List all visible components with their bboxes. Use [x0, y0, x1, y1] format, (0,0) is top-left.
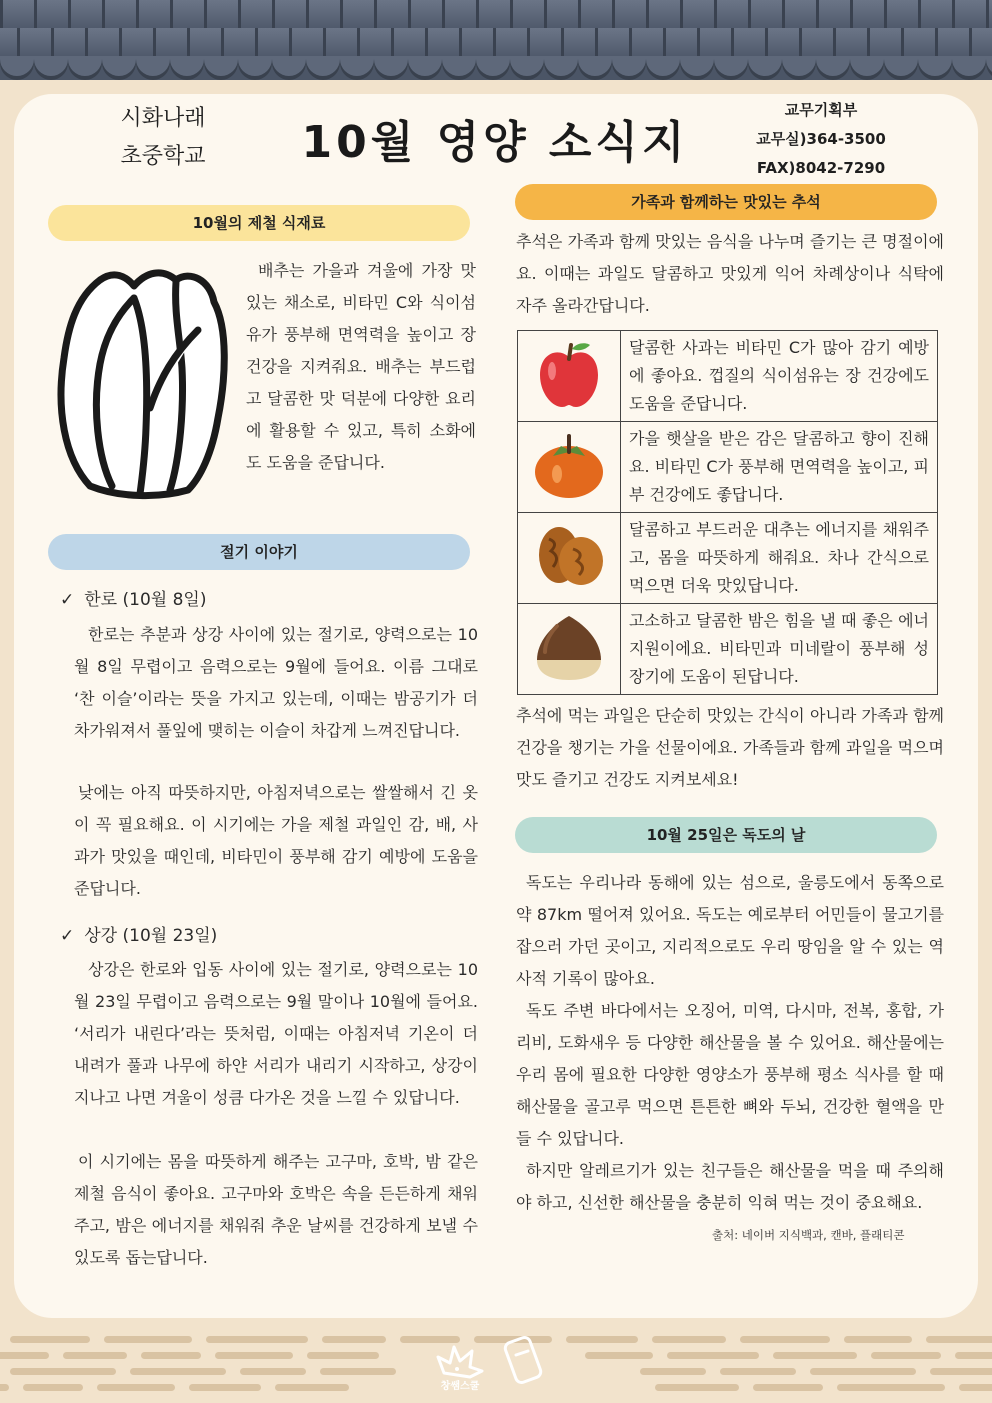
roof-tile-cap	[782, 56, 816, 80]
roof-tile	[340, 0, 374, 30]
roof-tile-cap	[748, 56, 782, 80]
roof-tile-cap	[68, 56, 102, 80]
wall-brick	[63, 1352, 127, 1359]
roof-tile	[731, 28, 765, 58]
roof-tile-cap	[408, 56, 442, 80]
roof-tile-cap	[646, 56, 680, 80]
wall-brick	[566, 1336, 638, 1343]
jujube-icon	[531, 521, 607, 591]
wall-brick	[10, 1336, 90, 1343]
roof-tile-cap	[952, 56, 986, 80]
roof-tile	[102, 0, 136, 30]
roof-tile	[918, 0, 952, 30]
roof-tile-cap	[544, 56, 578, 80]
school-name	[108, 100, 218, 176]
wall-brick	[275, 1384, 349, 1391]
table-row	[518, 331, 938, 422]
roof-tile-cap	[442, 56, 476, 80]
roof-tile	[612, 0, 646, 30]
roof-tile	[969, 28, 992, 58]
contact-fax: FAX)8042-7290	[756, 159, 886, 177]
roof-tile	[51, 28, 85, 58]
wall-brick	[871, 1352, 941, 1359]
roof-tile	[884, 0, 918, 30]
wall-brick	[955, 1352, 992, 1359]
roof-tile	[17, 28, 51, 58]
hanro-paragraph-2: 낮에는 아직 따뜻하지만, 아침저녁으로는 쌀쌀해서 긴 옷이 꼭 필요해요. 이 시기에는 가을 제철 과일인 감, 배, 사과가 맛있을 때인데, 비타민이 풍부해 감기 예방에 도움을 준답니다.	[74, 783, 478, 898]
roof-tile-cap	[986, 56, 992, 80]
roof-tile	[935, 28, 969, 58]
roof-tile	[0, 28, 17, 58]
roof-tile	[816, 0, 850, 30]
wall-brick	[10, 1368, 116, 1375]
table-row	[518, 513, 938, 604]
roof-tile	[153, 28, 187, 58]
dokdo-heading: 10월 25일은 독도의 날	[515, 817, 937, 853]
roof-tile-cap	[238, 56, 272, 80]
sanggang-title: 상강 (10월 23일)	[84, 926, 218, 946]
roof-tile	[272, 0, 306, 30]
hanro-title: 한로 (10월 8일)	[84, 590, 207, 610]
roof-tile	[170, 0, 204, 30]
roof-tile-cap	[918, 56, 952, 80]
wall-brick	[959, 1384, 992, 1391]
roof-tile	[544, 0, 578, 30]
school-name-line2: 초중학교	[120, 144, 206, 169]
roof-tile-cap	[850, 56, 884, 80]
wall-brick	[655, 1384, 739, 1391]
chuseok-heading: 가족과 함께하는 맛있는 추석	[515, 184, 937, 220]
roof-tile-cap	[136, 56, 170, 80]
roof-tile	[459, 28, 493, 58]
wall-brick	[926, 1336, 992, 1343]
roof-tile-cap	[306, 56, 340, 80]
roof-tile	[408, 0, 442, 30]
roof-tile	[697, 28, 731, 58]
roof-tile	[850, 0, 884, 30]
page-title: 10월 영양 소식지	[301, 117, 689, 168]
fruit-icon-cell	[518, 422, 621, 513]
contact-dept: 교무기획부	[784, 101, 858, 119]
wall-brick	[810, 1368, 916, 1375]
wall-brick	[585, 1352, 653, 1359]
roof-tile	[561, 28, 595, 58]
seasonal-body: 배추는 가을과 겨울에 가장 맛있는 채소로, 비타민 C와 식이섬유가 풍부해 면역력을 높이고 장 건강을 지켜줘요. 배추는 부드럽고 달콤한 맛 덕분에 다양한 요리에 활용할 수 있고, 특히 소화에도 도움을 준답니다.	[246, 261, 476, 472]
hanro-paragraph-1: 한로는 추분과 상강 사이에 있는 절기로, 양력으로는 10월 8일 무렵이고 음력으로는 9월에 들어요. 이름 그대로 ‘찬 이슬’이라는 뜻을 가지고 있는데, 이때는 밤공기가 더 차가워져서 풀잎에 맺히는 이슬이 차갑게 느껴진답니다.	[74, 625, 478, 740]
roof-tile	[289, 28, 323, 58]
roof-tile	[374, 0, 408, 30]
wall-brick	[97, 1384, 175, 1391]
roof-tile-cap	[680, 56, 714, 80]
fruit-description: 고소하고 달콤한 밤은 힘을 낼 때 좋은 에너지원이에요. 비타민과 미네랄이 풍부해 성장기에 도움이 된답니다.	[621, 604, 938, 695]
roof-tile	[595, 28, 629, 58]
check-icon: ✓	[60, 926, 75, 946]
wall-brick	[307, 1352, 379, 1359]
contact-phone: 교무실)364-3500	[756, 130, 886, 148]
roof-tile	[765, 28, 799, 58]
roof-tile	[323, 28, 357, 58]
roof-tile-header	[0, 0, 992, 80]
roof-tile	[646, 0, 680, 30]
roof-tile	[527, 28, 561, 58]
roof-tile	[255, 28, 289, 58]
roof-tile	[306, 0, 340, 30]
hanro-title-row	[60, 585, 206, 615]
roof-tile	[663, 28, 697, 58]
roof-tile	[510, 0, 544, 30]
dokdo-paragraph-2: 독도 주변 바다에서는 오징어, 미역, 다시마, 전복, 홍합, 가리비, 도화새우 등 다양한 해산물을 볼 수 있어요. 해산물에는 우리 몸에 필요한 다양한 영양소가 풍부해 평소 식사를 할 때 해산물을 골고루 먹으면 튼튼한 뼈와 두뇌, 건강한 혈액을 만들 수 있답니다.	[516, 1001, 944, 1148]
wall-brick	[322, 1336, 386, 1343]
wall-brick	[667, 1352, 759, 1359]
wall-brick	[320, 1368, 396, 1375]
roof-tile	[425, 28, 459, 58]
source-credit: 출처: 네이버 지식백과, 캔바, 플래티콘	[712, 1228, 905, 1242]
roof-tile	[748, 0, 782, 30]
logo-text: 창쌤스쿨	[440, 1381, 480, 1392]
fruit-description: 가을 햇살을 받은 감은 달콤하고 향이 진해요. 비타민 C가 풍부해 면역력을 높이고, 피부 건강에도 좋답니다.	[621, 422, 938, 513]
chestnut-icon	[531, 612, 607, 682]
roof-tile-cap	[816, 56, 850, 80]
roof-tile	[391, 28, 425, 58]
apple-icon	[534, 339, 604, 409]
roof-tile-cap	[884, 56, 918, 80]
roof-tile	[714, 0, 748, 30]
roof-tile	[442, 0, 476, 30]
fruit-icon-cell	[518, 513, 621, 604]
contact-info	[748, 96, 894, 183]
wall-brick	[0, 1352, 49, 1359]
wall-brick	[652, 1336, 726, 1343]
footer-logo	[424, 1333, 564, 1395]
roof-tile-cap	[340, 56, 374, 80]
roof-tile-cap	[272, 56, 306, 80]
roof-tile-cap	[34, 56, 68, 80]
school-name-line1: 시화나래	[120, 106, 206, 131]
roof-tile-cap	[578, 56, 612, 80]
dokdo-paragraph-1: 독도는 우리나라 동해에 있는 섬으로, 울릉도에서 동쪽으로 약 87km 떨어져 있어요. 독도는 예로부터 어민들이 물고기를 잡으러 가던 곳이고, 지리적으로도 우리 땅임을 알 수 있는 역사적 기록이 많아요.	[516, 873, 944, 988]
wall-brick	[844, 1336, 912, 1343]
roof-tile-cap	[476, 56, 510, 80]
chuseok-intro: 추석은 가족과 함께 맛있는 음식을 나누며 즐기는 큰 명절이에요. 이때는 과일도 달콤하고 맛있게 익어 차례상이나 식탁에 자주 올라간답니다.	[516, 232, 944, 315]
wall-brick	[189, 1384, 261, 1391]
roof-tile-cap	[170, 56, 204, 80]
roof-tile	[782, 0, 816, 30]
roof-tile	[493, 28, 527, 58]
roof-tile	[578, 0, 612, 30]
wall-brick	[640, 1368, 706, 1375]
roof-tile	[68, 0, 102, 30]
sanggang-title-row	[60, 921, 217, 951]
roof-tile	[136, 0, 170, 30]
wall-brick	[837, 1384, 945, 1391]
check-icon: ✓	[60, 590, 75, 610]
roof-tile	[799, 28, 833, 58]
wall-brick	[206, 1336, 308, 1343]
wall-brick	[215, 1352, 293, 1359]
fruit-description: 달콤한 사과는 비타민 C가 많아 감기 예방에 좋아요. 껍질의 식이섬유는 장 건강에도 도움을 준답니다.	[621, 331, 938, 422]
roof-tile	[833, 28, 867, 58]
fruit-icon-cell	[518, 331, 621, 422]
wall-brick	[240, 1368, 306, 1375]
fruit-description: 달콤하고 부드러운 대추는 에너지를 채워주고, 몸을 따뜻하게 해줘요. 차나 간식으로 먹으면 더욱 맛있답니다.	[621, 513, 938, 604]
dokdo-paragraph-3: 하지만 알레르기가 있는 친구들은 해산물을 먹을 때 주의해야 하고, 신선한 해산물을 충분히 익혀 먹는 것이 중요해요.	[516, 1161, 944, 1212]
table-row	[518, 422, 938, 513]
wall-brick	[753, 1384, 823, 1391]
table-row	[518, 604, 938, 695]
wall-brick	[720, 1368, 796, 1375]
roof-tile	[867, 28, 901, 58]
wall-brick	[23, 1384, 83, 1391]
roof-tile	[204, 0, 238, 30]
roof-tile	[221, 28, 255, 58]
roof-tile	[357, 28, 391, 58]
wall-brick	[930, 1368, 992, 1375]
roof-tile	[680, 0, 714, 30]
wall-brick	[104, 1336, 192, 1343]
roof-tile-cap	[0, 56, 34, 80]
solar-terms-heading: 절기 이야기	[48, 534, 470, 570]
chuseok-outro: 추석에 먹는 과일은 단순히 맛있는 간식이 아니라 가족과 함께 건강을 챙기는 가을 선물이에요. 가족들과 함께 과일을 먹으며 맛도 즐기고 건강도 지켜보세요!	[516, 706, 944, 789]
sanggang-paragraph-1: 상강은 한로와 입동 사이에 있는 절기로, 양력으로는 10월 23일 무렵이고 음력으로는 9월 말이나 10월에 들어요. ‘서리가 내린다’라는 뜻처럼, 이때는 아침저녁 기온이 더 내려가 풀과 나무에 하얀 서리가 내리기 시작하고, 상강이 지나고 나면 겨울이 성큼 다가온 것을 느낄 수 있답니다.	[74, 960, 478, 1107]
roof-tile	[476, 0, 510, 30]
seasonal-heading: 10월의 제철 식재료	[48, 205, 470, 241]
roof-tile	[119, 28, 153, 58]
roof-tile-cap	[510, 56, 544, 80]
napa-cabbage-icon	[50, 258, 232, 502]
roof-tile	[85, 28, 119, 58]
wall-brick	[130, 1368, 226, 1375]
fruit-icon-cell	[518, 604, 621, 695]
roof-tile	[238, 0, 272, 30]
roof-tile-cap	[714, 56, 748, 80]
roof-tile	[187, 28, 221, 58]
roof-tile-cap	[204, 56, 238, 80]
wall-brick	[740, 1336, 830, 1343]
roof-tile-cap	[374, 56, 408, 80]
roof-tile	[901, 28, 935, 58]
roof-tile-cap	[612, 56, 646, 80]
wall-brick	[773, 1352, 857, 1359]
roof-tile	[34, 0, 68, 30]
roof-tile	[0, 0, 34, 30]
roof-tile-cap	[102, 56, 136, 80]
roof-tile	[629, 28, 663, 58]
wall-brick	[0, 1384, 9, 1391]
fruit-table	[517, 330, 938, 695]
persimmon-icon	[531, 430, 607, 500]
sanggang-paragraph-2: 이 시기에는 몸을 따뜻하게 해주는 고구마, 호박, 밤 같은 제철 음식이 좋아요. 고구마와 호박은 속을 든든하게 채워주고, 밤은 에너지를 채워줘 추운 날씨를 건강하게 보낼 수 있도록 돕는답니다.	[74, 1152, 478, 1267]
roof-tile	[952, 0, 986, 30]
wall-brick	[141, 1352, 201, 1359]
roof-tile	[986, 0, 992, 30]
